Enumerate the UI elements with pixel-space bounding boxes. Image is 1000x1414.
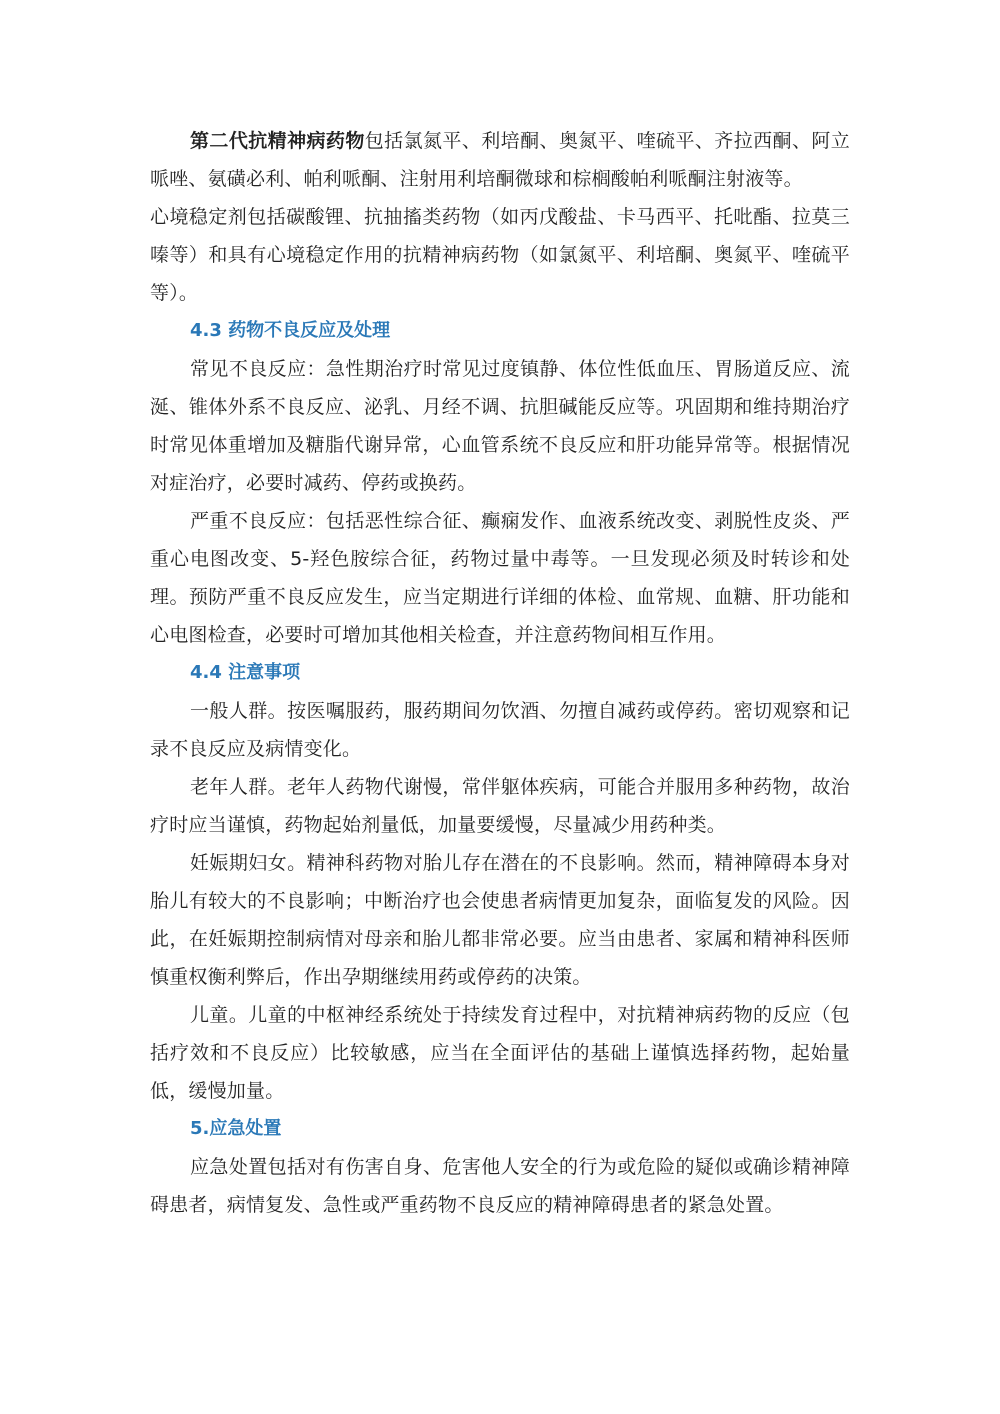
paragraph-common-adverse-reactions: 常见不良反应：急性期治疗时常见过度镇静、体位性低血压、胃肠道反应、流涎、锥体外系不良反应、泌乳、月经不调、抗胆碱能反应等。巩固期和维持期治疗时常见体重增加及糖脂代谢异常，心血管系统不良反应和肝功能异常等。根据情况对症治疗，必要时减药、停药或换药。 [150,358,850,494]
paragraph-mood-stabilizers: 心境稳定剂包括碳酸锂、抗抽搐类药物（如丙戊酸盐、卡马西平、托吡酯、拉莫三嗪等）和具有心境稳定作用的抗精神病药物（如氯氮平、利培酮、奥氮平、喹硫平等）。 [150,206,850,304]
section-heading-4-4: 4.4 注意事项 [190,662,301,683]
section-heading-5: 5.应急处置 [190,1118,282,1139]
paragraph-children: 儿童。儿童的中枢神经系统处于持续发育过程中，对抗精神病药物的反应（包括疗效和不良反应）比较敏感，应当在全面评估的基础上谨慎选择药物，起始量低，缓慢加量。 [150,1004,850,1102]
section-heading-4-3: 4.3 药物不良反应及处理 [190,320,391,341]
paragraph-second-gen-antipsychotics [150,122,850,198]
paragraph-lead-term: 第二代抗精神病药物 [190,130,365,152]
paragraph-serious-adverse-reactions: 严重不良反应：包括恶性综合征、癫痫发作、血液系统改变、剥脱性皮炎、严重心电图改变、5-羟色胺综合征，药物过量中毒等。一旦发现必须及时转诊和处理。预防严重不良反应发生，应当定期进行详细的体检、血常规、血糖、肝功能和心电图检查，必要时可增加其他相关检查，并注意药物间相互作用。 [150,510,850,646]
paragraph-pregnant-women: 妊娠期妇女。精神科药物对胎儿存在潜在的不良影响。然而，精神障碍本身对胎儿有较大的不良影响；中断治疗也会使患者病情更加复杂，面临复发的风险。因此，在妊娠期控制病情对母亲和胎儿都非常必要。应当由患者、家属和精神科医师慎重权衡利弊后，作出孕期继续用药或停药的决策。 [150,852,850,988]
paragraph-text: 包括氯氮平、利培酮、奥氮平、喹硫平、齐拉西酮、阿立哌唑、氨磺必利、帕利哌酮、注射用利培酮微球和棕榈酸帕利哌酮注射液等。 [150,130,850,190]
paragraph-elderly: 老年人群。老年人药物代谢慢，常伴躯体疾病，可能合并服用多种药物，故治疗时应当谨慎，药物起始剂量低，加量要缓慢，尽量减少用药种类。 [150,776,850,836]
paragraph-general-population: 一般人群。按医嘱服药，服药期间勿饮酒、勿擅自减药或停药。密切观察和记录不良反应及病情变化。 [150,700,850,760]
document-page [150,122,850,1224]
paragraph-emergency-handling: 应急处置包括对有伤害自身、危害他人安全的行为或危险的疑似或确诊精神障碍患者，病情复发、急性或严重药物不良反应的精神障碍患者的紧急处置。 [150,1156,850,1216]
